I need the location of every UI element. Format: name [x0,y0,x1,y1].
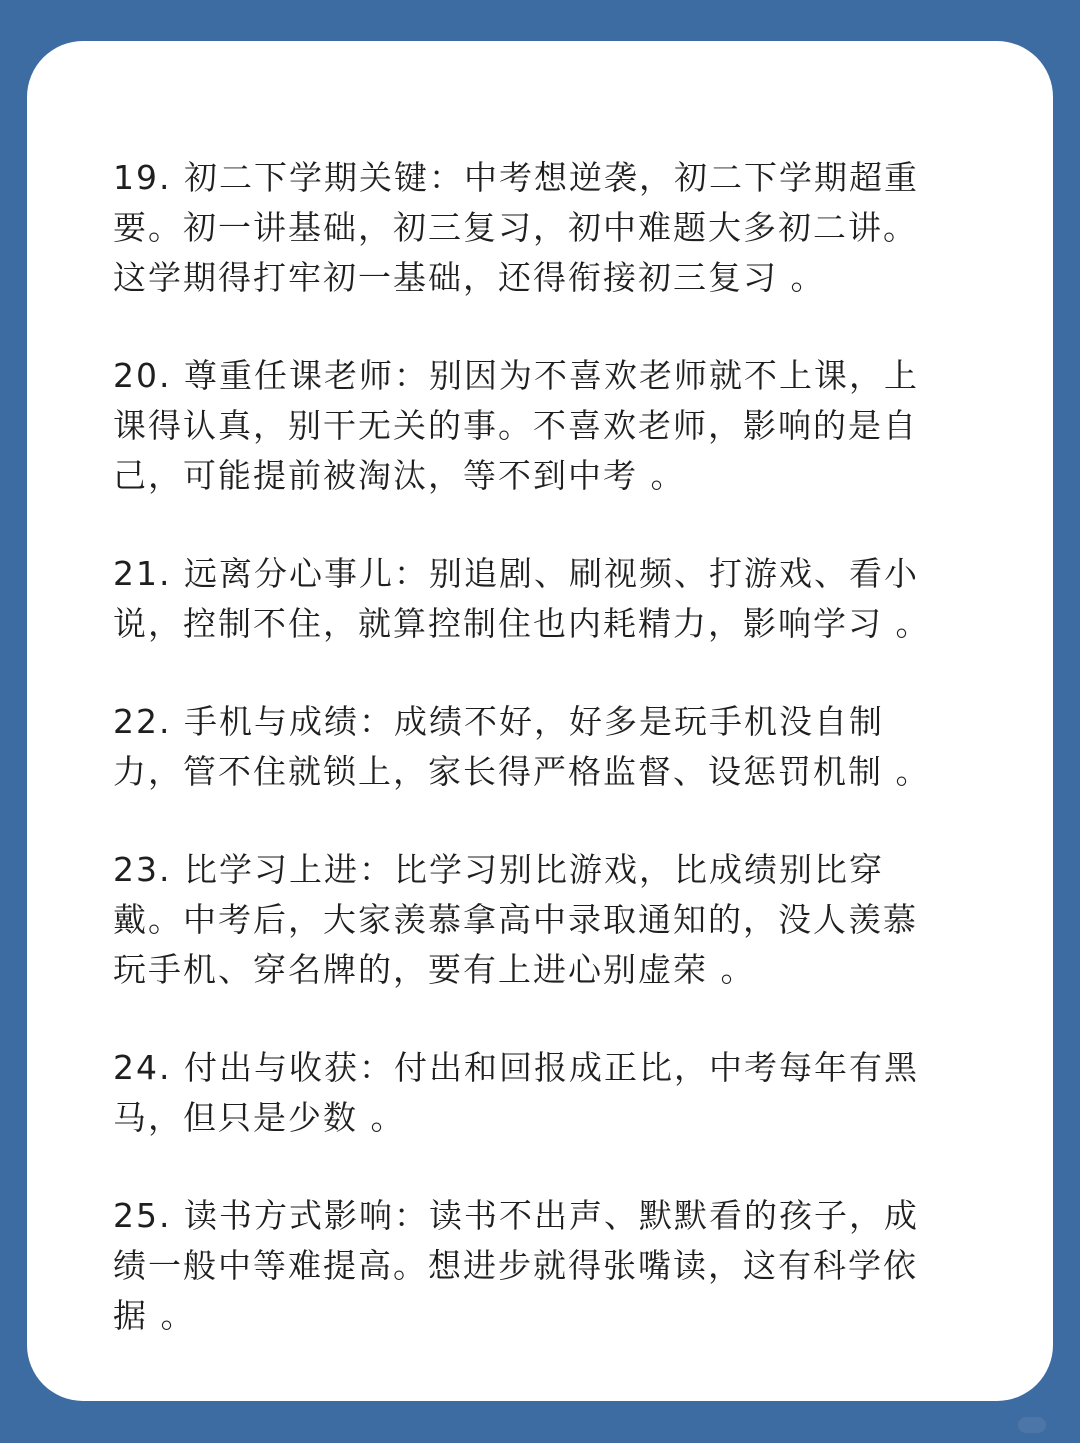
tip-19: 19. 初二下学期关键：中考想逆袭，初二下学期超重要。初一讲基础，初三复习，初中难题大多初二讲。这学期得打牢初一基础，还得衔接初三复习 。 [113,158,919,297]
tip-25: 25. 读书方式影响：读书不出声、默默看的孩子，成绩一般中等难提高。想进步就得张嘴读，这有科学依据 。 [113,1196,919,1335]
tip-24: 24. 付出与收获：付出和回报成正比，中考每年有黑马，但只是少数 。 [113,1048,919,1137]
tip-21: 21. 远离分心事儿：别追剧、刷视频、打游戏、看小说，控制不住，就算控制住也内耗精力，影响学习 。 [113,554,931,643]
tip-20: 20. 尊重任课老师：别因为不喜欢老师就不上课，上课得认真，别干无关的事。不喜欢老师，影响的是自己，可能提前被淘汰，等不到中考 。 [113,356,919,495]
content-card [27,41,1053,1401]
tips-list [113,153,945,1389]
tip-23: 23. 比学习上进：比学习别比游戏，比成绩别比穿戴。中考后，大家羡慕拿高中录取通知的，没人羡慕玩手机、穿名牌的，要有上进心别虚荣 。 [113,850,918,989]
watermark-logo [1018,1417,1046,1433]
tip-22: 22. 手机与成绩：成绩不好，好多是玩手机没自制力，管不住就锁上，家长得严格监督、设惩罚机制 。 [113,702,931,791]
